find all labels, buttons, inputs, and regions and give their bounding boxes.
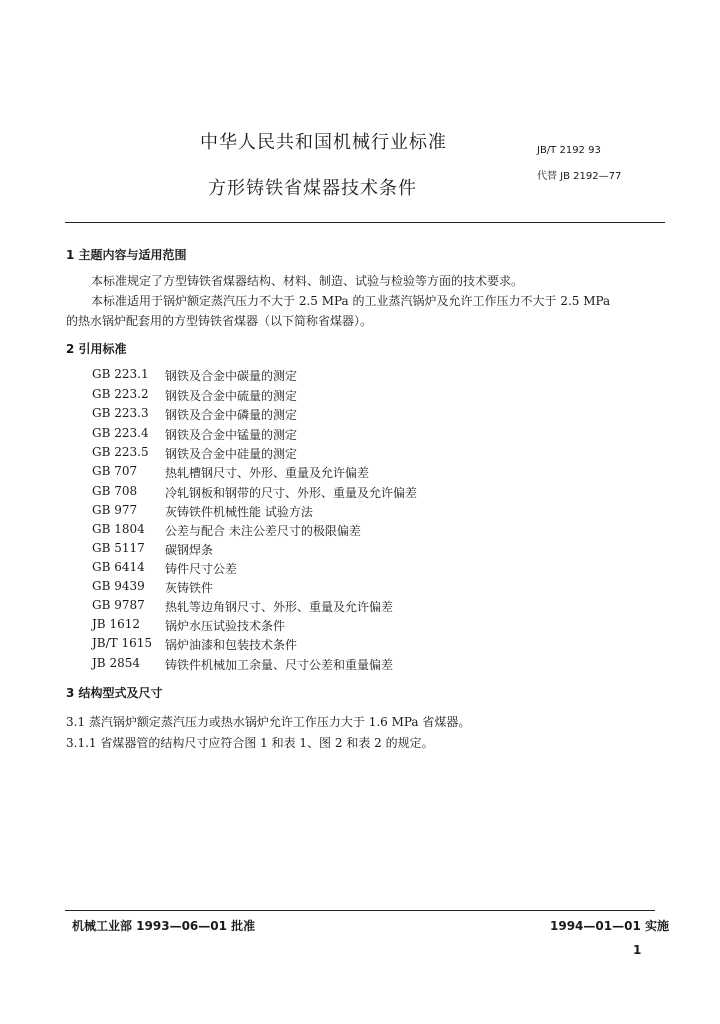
section-1-para-2-line-1: 本标准适用于锅炉额定蒸汽压力不大于 2.5 MPa 的工业蒸汽锅炉及允许工作压力不大于 2.5 MPa	[91, 294, 611, 308]
reference-code: GB 707	[92, 464, 138, 478]
reference-title: 锅炉油漆和包装技术条件	[165, 638, 298, 652]
reference-code: GB 5117	[92, 541, 145, 555]
reference-title: 灰铸铁件机械性能 试验方法	[165, 505, 313, 519]
reference-title: 钢铁及合金中碳量的测定	[165, 369, 298, 383]
reference-code: GB 223.3	[92, 406, 149, 420]
footer-rule	[65, 910, 655, 911]
reference-code: GB 6414	[92, 560, 145, 574]
reference-code: JB 2854	[92, 656, 140, 670]
document-title: 方形铸铁省煤器技术条件	[208, 178, 417, 199]
reference-code: GB 1804	[92, 522, 145, 536]
section-3-heading: 3 结构型式及尺寸	[66, 686, 163, 700]
reference-title: 碳钢焊条	[165, 543, 214, 557]
reference-title: 铸件尺寸公差	[165, 562, 238, 576]
reference-title: 钢铁及合金中硫量的测定	[165, 389, 298, 403]
reference-title: 铸铁件机械加工余量、尺寸公差和重量偏差	[165, 658, 394, 672]
reference-code: GB 9439	[92, 579, 145, 593]
clause-3-1-1: 3.1.1 省煤器管的结构尺寸应符合图 1 和表 1、图 2 和表 2 的规定。	[66, 736, 434, 750]
section-1-para-2-line-2: 的热水锅炉配套用的方型铸铁省煤器（以下简称省煤器）。	[66, 314, 373, 328]
approval-date: 机械工业部 1993—06—01 批准	[72, 919, 256, 933]
header-rule	[65, 222, 665, 223]
reference-code: GB 223.2	[92, 387, 149, 401]
clause-3-1: 3.1 蒸汽锅炉额定蒸汽压力或热水锅炉允许工作压力大于 1.6 MPa 省煤器。	[66, 715, 471, 729]
reference-code: JB 1612	[92, 617, 140, 631]
section-1-heading: 1 主题内容与适用范围	[66, 248, 187, 262]
reference-title: 公差与配合 未注公差尺寸的极限偏差	[165, 524, 361, 538]
reference-code: GB 223.4	[92, 426, 149, 440]
reference-title: 热轧槽钢尺寸、外形、重量及允许偏差	[165, 466, 370, 480]
reference-code: JB/T 1615	[92, 636, 153, 650]
reference-title: 锅炉水压试验技术条件	[165, 619, 286, 633]
replaced-standard: 代替 JB 2192—77	[537, 171, 622, 182]
reference-title: 热轧等边角钢尺寸、外形、重量及允许偏差	[165, 600, 394, 614]
reference-title: 钢铁及合金中锰量的测定	[165, 428, 298, 442]
reference-title: 灰铸铁件	[165, 581, 214, 595]
reference-code: GB 9787	[92, 598, 145, 612]
section-2-heading: 2 引用标准	[66, 342, 127, 356]
section-1-para-1: 本标准规定了方型铸铁省煤器结构、材料、制造、试验与检验等方面的技术要求。	[91, 274, 524, 288]
reference-code: GB 977	[92, 503, 138, 517]
org-title: 中华人民共和国机械行业标准	[200, 132, 447, 153]
reference-code: GB 223.5	[92, 445, 149, 459]
reference-title: 钢铁及合金中磷量的测定	[165, 408, 298, 422]
effective-date: 1994—01—01 实施	[550, 919, 669, 933]
reference-code: GB 708	[92, 484, 138, 498]
standard-number: JB/T 2192 93	[537, 145, 601, 156]
reference-code: GB 223.1	[92, 367, 149, 381]
page-number: 1	[633, 943, 642, 957]
reference-title: 钢铁及合金中硅量的测定	[165, 447, 298, 461]
reference-title: 冷轧钢板和钢带的尺寸、外形、重量及允许偏差	[165, 486, 418, 500]
